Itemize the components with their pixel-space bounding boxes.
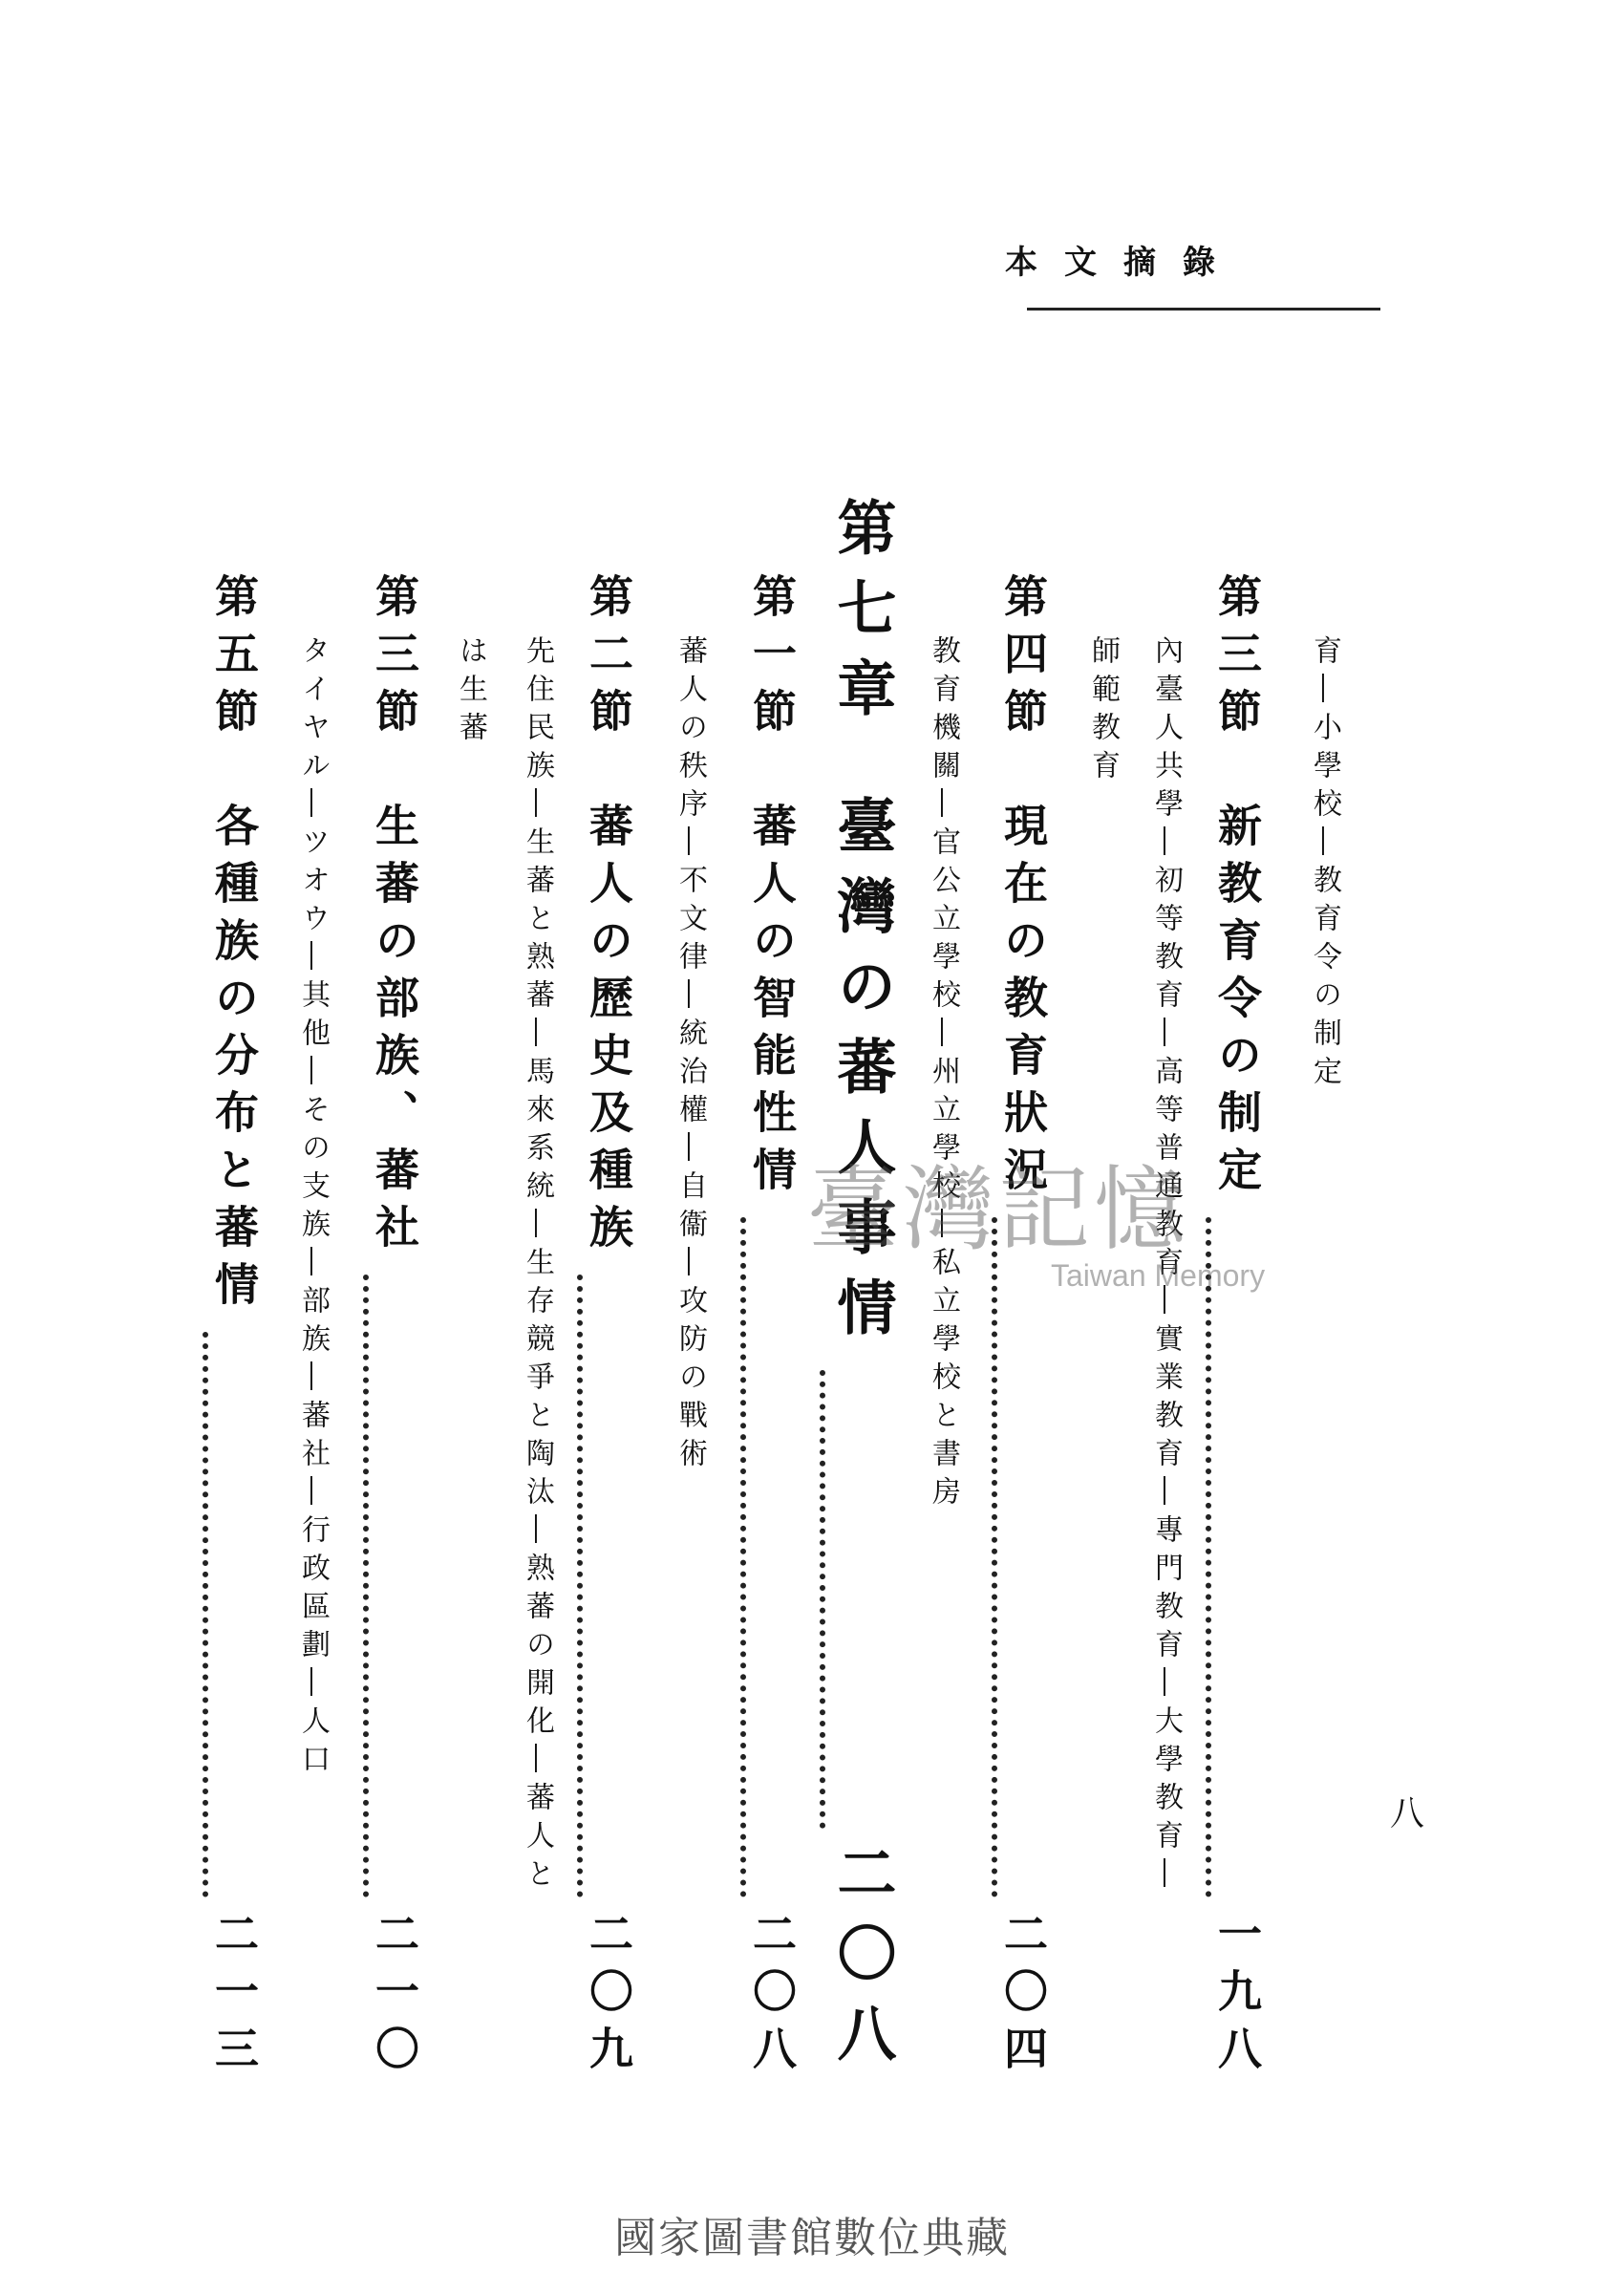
page-number: 二〇八 bbox=[746, 1911, 798, 2083]
section-number: 第一節 bbox=[746, 573, 798, 745]
section-title: 生蕃の部族、蕃社 bbox=[369, 803, 420, 1261]
page-number: 二〇八 bbox=[827, 1842, 897, 2083]
toc-detail-row: 內臺人共學―初等教育―高等普通教育―實業教育―專門教育―大學教育― bbox=[1149, 635, 1183, 1897]
footer-source: 國家圖書館數位典藏 bbox=[614, 2214, 1010, 2262]
watermark-en: Taiwan Memory bbox=[1051, 1258, 1266, 1293]
toc-section-row[interactable] bbox=[363, 573, 426, 2083]
section-title: 蕃人の智能性情 bbox=[746, 803, 798, 1204]
dot-leader bbox=[992, 1217, 1055, 1897]
chapter-title: 臺灣の蕃人事情 bbox=[827, 795, 897, 1357]
section-title: 蕃人の歷史及種族 bbox=[583, 803, 634, 1261]
page-number-margin: 八 bbox=[1390, 1794, 1425, 1833]
section-number: 第五節 bbox=[208, 573, 260, 745]
toc-detail-row: 蕃人の秩序―不文律―統治權―自衞―攻防の戰術 bbox=[673, 635, 707, 1476]
toc-detail-row: 先住民族―生蕃と熟蕃―馬來系統―生存競爭と陶汰―熟蕃の開化―蕃人と bbox=[521, 635, 554, 1897]
running-header: 本文摘錄 bbox=[1005, 244, 1242, 282]
toc-detail-row: タイヤル―ツオウ―其他―その支族―部族―蕃社―行政區劃―人口 bbox=[296, 635, 330, 1782]
dot-leader bbox=[577, 1275, 640, 1897]
watermark-logo bbox=[807, 1137, 1265, 1294]
toc-section-row[interactable] bbox=[203, 573, 266, 2083]
section-title: 各種族の分布と蕃情 bbox=[208, 803, 260, 1318]
page-number: 二〇九 bbox=[583, 1911, 634, 2083]
dot-leader bbox=[1206, 1217, 1269, 1897]
section-number: 第三節 bbox=[1211, 573, 1263, 745]
page-number: 二一三 bbox=[208, 1911, 260, 2083]
section-number: 第二節 bbox=[583, 573, 634, 745]
header-rule bbox=[1027, 308, 1380, 311]
page-number: 二〇四 bbox=[997, 1911, 1049, 2083]
toc-detail-row: 育―小學校―教育令の制定 bbox=[1308, 635, 1341, 1094]
section-title: 現在の教育狀況 bbox=[997, 803, 1049, 1204]
toc-section-row[interactable] bbox=[992, 573, 1055, 2083]
page-number: 一九八 bbox=[1211, 1911, 1263, 2083]
dot-leader bbox=[363, 1275, 426, 1897]
watermark-cn: 臺灣記憶 bbox=[807, 1156, 1189, 1263]
page-number: 二一〇 bbox=[369, 1911, 420, 2083]
chapter-number: 第七章 bbox=[827, 497, 897, 738]
toc-detail-row: は生蕃 bbox=[454, 635, 487, 750]
section-title: 新教育令の制定 bbox=[1211, 803, 1263, 1204]
dot-leader bbox=[820, 1370, 905, 1829]
dot-leader bbox=[740, 1217, 803, 1897]
toc-section-row[interactable] bbox=[740, 573, 803, 2083]
toc-detail-row: 教育機關―官公立學校―州立學校―私立學校と書房 bbox=[927, 635, 960, 1514]
section-number: 第四節 bbox=[997, 573, 1049, 745]
dot-leader bbox=[203, 1332, 266, 1897]
toc-section-row[interactable] bbox=[577, 573, 640, 2083]
toc-section-row[interactable] bbox=[1206, 573, 1269, 2083]
toc-detail-row: 師範教育 bbox=[1086, 635, 1120, 788]
section-number: 第三節 bbox=[369, 573, 420, 745]
